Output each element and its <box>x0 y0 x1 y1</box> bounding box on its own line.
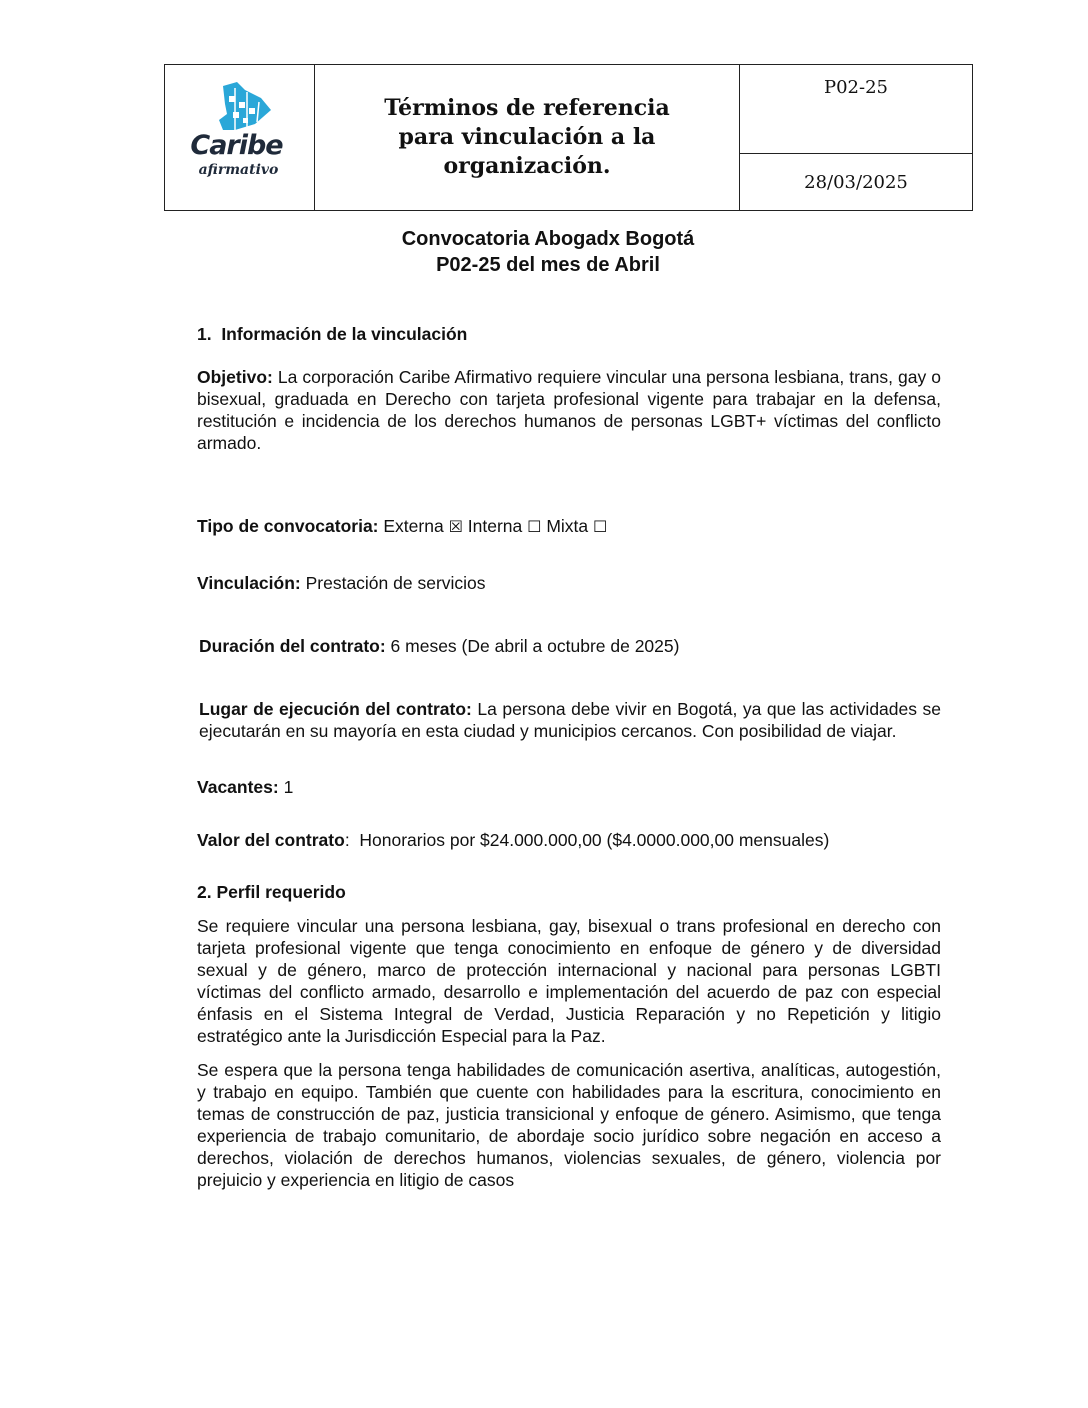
objetivo-paragraph <box>197 366 941 454</box>
vinculacion-field <box>197 572 941 594</box>
title-cell <box>315 65 740 211</box>
vacantes-label: Vacantes: <box>197 777 279 797</box>
mixta-checkbox: ☐ <box>593 517 608 536</box>
valor-field <box>197 829 941 851</box>
document-code: P02-25 <box>740 65 973 154</box>
section-1-heading: 1. Información de la vinculación <box>197 324 468 344</box>
perfil-paragraph-1: Se requiere vincular una persona lesbiana, gay, bisexual o trans profesional en derecho con tarjeta profesional vigente que tenga conocimiento en enfoque de género y de diversidad sexual y de género, marco de protección internacional y nacional para personas LGBTI víctimas del conflicto armado, desarrollo e implementación del acuerdo de paz con especial énfasis en el Sistema Integral de Verdad, Justicia Reparación y no Repetición y litigio estratégico ante la Jurisdicción Especial para la Paz. <box>197 916 941 1046</box>
valor-label: Valor del contrato <box>197 830 345 850</box>
interna-checkbox: ☐ <box>527 517 542 536</box>
logo-cell <box>165 65 315 211</box>
convocatoria-title <box>300 226 796 278</box>
tipo-mixta-label: Mixta <box>541 516 594 536</box>
vacantes-field <box>197 776 941 798</box>
perfil-paragraph-2: Se espera que la persona tenga habilidades de comunicación asertiva, analíticas, autogestión, y trabajo en equipo. También que cuente con habilidades para la escritura, conocimiento en temas de construcción de paz, justicia transicional y enfoque de género. Asimismo, que tenga experiencia de trabajo comunitario, de abordaje socio jurídico sobre negación en acceso a derechos, violación de derechos humanos, violencias sexuales, de género, violencia por prejuicio y experiencia en litigio de casos <box>197 1060 941 1190</box>
tipo-label: Tipo de convocatoria: <box>197 516 379 536</box>
section-2-heading: 2. Perfil requerido <box>197 882 346 902</box>
vinculacion-text: Prestación de servicios <box>300 573 486 593</box>
vacantes-text: 1 <box>278 777 294 797</box>
logo-wordmark: Caribe <box>190 130 283 161</box>
lugar-text: La persona debe vivir en Bogotá, ya que las actividades se ejecutarán en su mayoría en esta ciudad y municipios cercanos. Con posibilidad de viajar. <box>199 699 941 741</box>
lugar-field <box>197 698 941 742</box>
tipo-convocatoria <box>197 515 941 538</box>
valor-text: : Honorarios por $24.000.000,00 ($4.0000.000,00 mensuales) <box>344 830 830 850</box>
tipo-interna-label: Interna <box>462 516 528 536</box>
document-date: 28/03/2025 <box>740 154 973 211</box>
vinculacion-label: Vinculación: <box>197 573 301 593</box>
convocatoria-title-line2: P02-25 del mes de Abril <box>436 254 660 276</box>
lugar-label: Lugar de ejecución del contrato: <box>199 699 472 719</box>
duracion-field <box>197 635 941 657</box>
document-header-table <box>164 64 973 211</box>
objetivo-label: Objetivo: <box>197 367 273 387</box>
duracion-label: Duración del contrato: <box>199 636 386 656</box>
logo-subtitle: afirmativo <box>198 162 279 178</box>
externa-checkbox: ☒ <box>448 517 463 536</box>
duracion-text: 6 meses (De abril a octubre de 2025) <box>385 636 680 656</box>
objetivo-text: La corporación Caribe Afirmativo requiere vincular una persona lesbiana, trans, gay o bisexual, graduada en Derecho con tarjeta profesional vigente para trabajar en la defensa, restitución e incidencia de los derechos humanos de personas LGBT+ víctimas del conflicto armado. <box>197 367 941 453</box>
tipo-externa-label: Externa <box>378 516 449 536</box>
document-title: Términos de referencia para vinculación a la organización. <box>384 95 670 179</box>
convocatoria-title-line1: Convocatoria Abogadx Bogotá <box>401 228 695 250</box>
caribe-afirmativo-logo <box>185 80 295 190</box>
document-body <box>197 323 941 1191</box>
